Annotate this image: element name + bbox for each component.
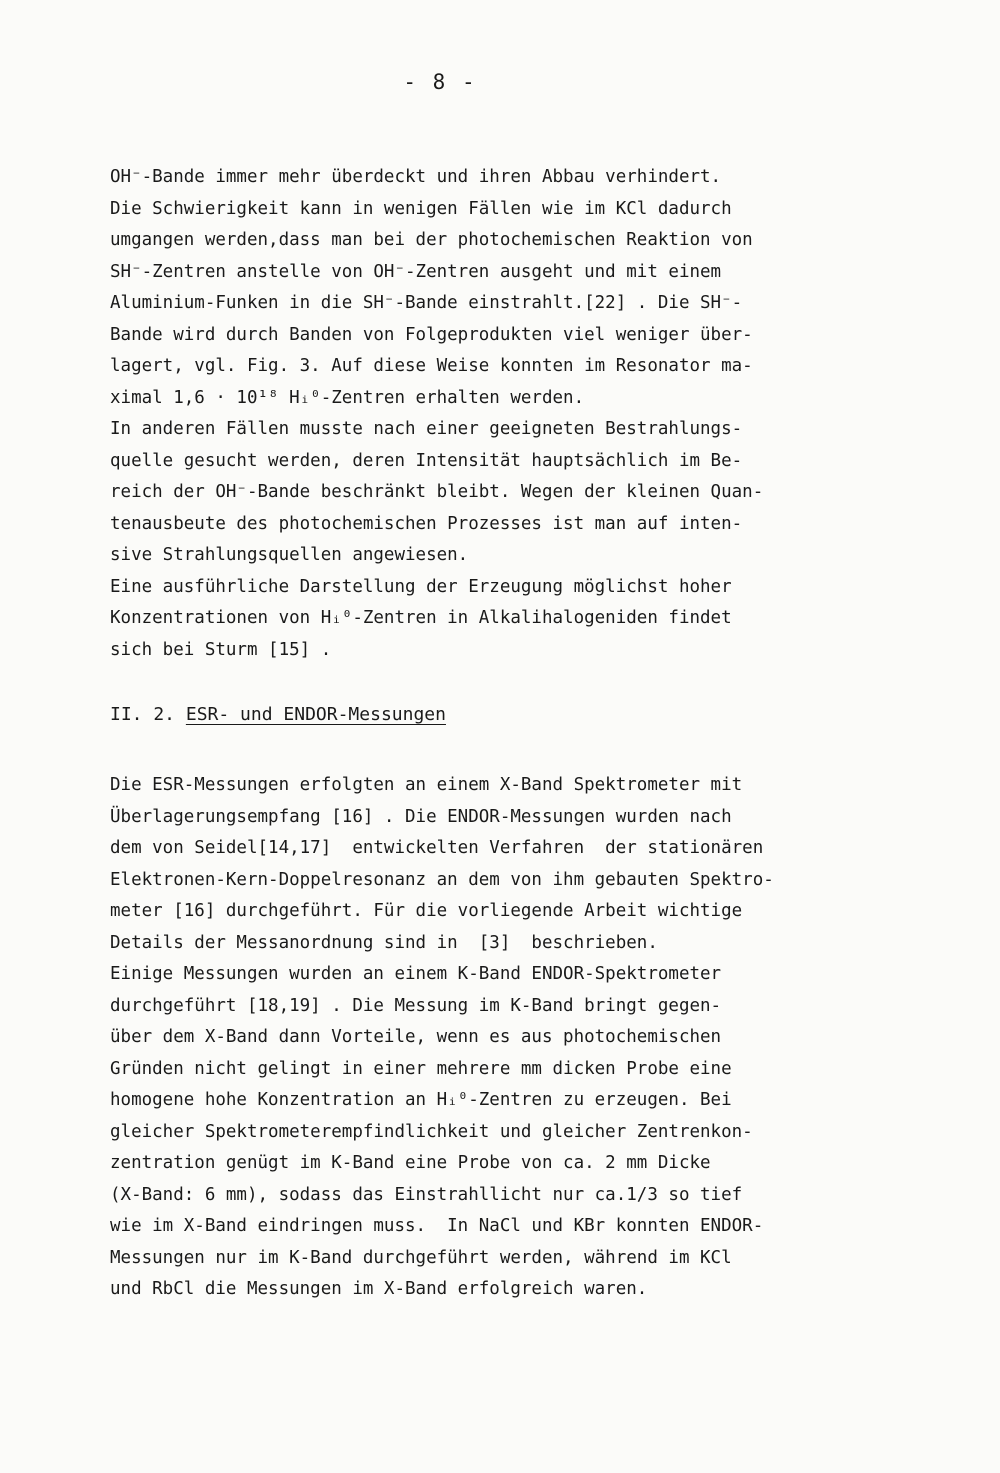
section-heading [110,704,930,725]
text-line: Konzentrationen von Hᵢ⁰-Zentren in Alkalihalogeniden findet [110,608,732,628]
text-line: Überlagerungsempfang [16] . Die ENDOR-Messungen wurden nach [110,806,732,827]
text-line: lagert, vgl. Fig. 3. Auf diese Weise konnten im Resonator ma- [110,356,753,376]
section-number: II. 2. [110,704,176,725]
text-line: sich bei Sturm [15] . [110,639,332,660]
text-line: Messungen nur im K-Band durchgeführt werden, während im KCl [110,1247,732,1268]
text-line: Aluminium-Funken in die SH⁻-Bande einstrahlt.[22] . Die SH⁻- [110,293,743,313]
text-line: Details der Messanordnung sind in [3] beschrieben. [110,932,658,953]
paragraph-1 [110,162,930,666]
text-line: Elektronen-Kern-Doppelresonanz an dem von ihm gebauten Spektro- [110,869,774,890]
text-line: sive Strahlungsquellen angewiesen. [110,545,469,565]
text-line: und RbCl die Messungen im X-Band erfolgreich waren. [110,1279,648,1299]
paragraph-2 [110,770,930,1306]
text-line: Die Schwierigkeit kann in wenigen Fällen wie im KCl dadurch [110,198,732,219]
text-line: durchgeführt [18,19] . Die Messung im K-Band bringt gegen- [110,995,722,1016]
text-line: In anderen Fällen musste nach einer geeigneten Bestrahlungs- [110,419,743,439]
text-line: Bande wird durch Banden von Folgeprodukten viel weniger über- [110,324,753,345]
text-line: SH⁻-Zentren anstelle von OH⁻-Zentren ausgeht und mit einem [110,261,722,282]
section-title: ESR- und ENDOR-Messungen [185,704,446,725]
text-line: Die ESR-Messungen erfolgten an einem X-Band Spektrometer mit [110,775,743,795]
text-line: Eine ausführliche Darstellung der Erzeugung möglichst hoher [110,576,732,597]
text-line: homogene hohe Konzentration an Hᵢ⁰-Zentren zu erzeugen. Bei [110,1090,732,1110]
text-line: dem von Seidel[14,17] entwickelten Verfahren der stationären [110,838,764,858]
text-line: zentration genügt im K-Band eine Probe von ca. 2 mm Dicke [110,1153,711,1173]
text-line: quelle gesucht werden, deren Intensität hauptsächlich im Be- [110,450,743,471]
text-line: reich der OH⁻-Bande beschränkt bleibt. Wegen der kleinen Quan- [110,482,764,502]
text-line: Einige Messungen wurden an einem K-Band ENDOR-Spektrometer [110,964,722,984]
text-line: meter [16] durchgeführt. Für die vorliegende Arbeit wichtige [110,901,743,921]
text-line: über dem X-Band dann Vorteile, wenn es aus photochemischen [110,1027,722,1047]
text-line: gleicher Spektrometerempfindlichkeit und gleicher Zentrenkon- [110,1121,753,1142]
text-line: wie im X-Band eindringen muss. In NaCl und KBr konnten ENDOR- [110,1216,764,1236]
text-line: (X-Band: 6 mm), sodass das Einstrahllicht nur ca.1/3 so tief [110,1184,743,1205]
text-line: umgangen werden,dass man bei der photochemischen Reaktion von [110,230,753,250]
text-line: Gründen nicht gelingt in einer mehrere mm dicken Probe eine [110,1058,732,1079]
text-line: ximal 1,6 · 10¹⁸ Hᵢ⁰-Zentren erhalten werden. [110,387,585,408]
text-line: OH⁻-Bande immer mehr überdeckt und ihren Abbau verhindert. [110,167,722,187]
page-number: - 8 - [403,70,477,94]
text-line: tenausbeute des photochemischen Prozesses ist man auf inten- [110,513,743,534]
